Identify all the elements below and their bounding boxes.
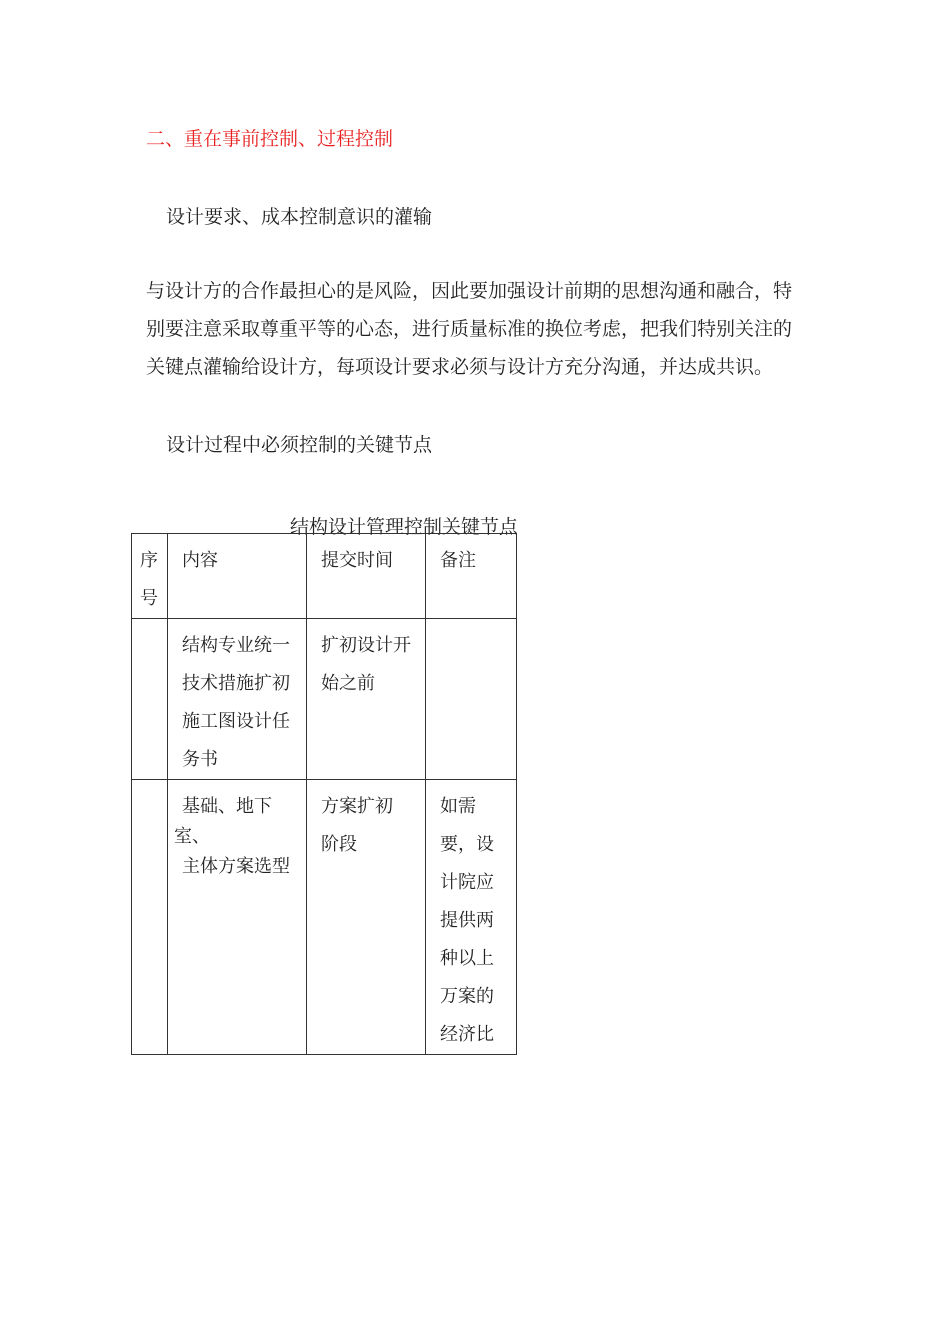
header-remark — [426, 534, 517, 619]
remark-line: 要，设 — [440, 834, 494, 855]
remark-line: 经济比 — [440, 1024, 494, 1045]
table-row — [132, 780, 517, 1055]
header-submit-time — [307, 534, 426, 619]
cell-content — [168, 619, 307, 780]
paragraph-line: 关键点灌输给设计方，每项设计要求必须与设计方充分沟通，并达成共识。 — [146, 356, 774, 378]
header-content — [168, 534, 307, 619]
header-seq-line: 号 — [140, 588, 158, 609]
cell-remark — [426, 619, 517, 780]
remark-line: 计院应 — [440, 872, 494, 893]
cell-content — [168, 780, 307, 1055]
paragraph-line: 与设计方的合作最担心的是风险，因此要加强设计前期的思想沟通和融合，特 — [146, 280, 793, 302]
subheading-design-requirements: 设计要求、成本控制意识的灌输 — [166, 206, 433, 228]
table-row — [132, 619, 517, 780]
section-heading: 二、重在事前控制、过程控制 — [146, 128, 394, 150]
body-paragraph — [146, 272, 806, 386]
header-submit-time-label: 提交时间 — [321, 550, 393, 571]
content-line: 室、 — [174, 826, 210, 847]
remark-line: 种以上 — [440, 948, 494, 969]
submit-line: 方案扩初 — [321, 796, 393, 817]
content-line: 主体方案选型 — [182, 856, 290, 877]
header-seq — [132, 534, 168, 619]
submit-line: 始之前 — [321, 673, 375, 694]
cell-seq — [132, 619, 168, 780]
submit-line: 阶段 — [321, 834, 357, 855]
remark-line: 如需 — [440, 796, 476, 817]
content-line: 结构专业统一 — [182, 635, 290, 656]
header-seq-line: 序 — [140, 550, 158, 571]
content-line: 务书 — [182, 749, 218, 770]
key-nodes-table — [131, 533, 517, 1055]
cell-submit-time — [307, 780, 426, 1055]
table-caption: 结构设计管理控制关键节点 — [290, 516, 519, 538]
remark-line: 万案的 — [440, 986, 494, 1007]
cell-remark — [426, 780, 517, 1055]
paragraph-line: 别要注意采取尊重平等的心态，进行质量标准的换位考虑，把我们特别关注的 — [146, 318, 793, 340]
content-line: 施工图设计任 — [182, 711, 290, 732]
cell-seq — [132, 780, 168, 1055]
header-remark-label: 备注 — [440, 550, 476, 571]
content-line: 技术措施扩初 — [182, 673, 290, 694]
subheading-key-nodes: 设计过程中必须控制的关键节点 — [166, 434, 433, 456]
header-content-label: 内容 — [182, 550, 218, 571]
remark-line: 提供两 — [440, 910, 494, 931]
content-line: 基础、地下 — [182, 796, 272, 817]
table-header-row — [132, 534, 517, 619]
submit-line: 扩初设计开 — [321, 635, 411, 656]
cell-submit-time — [307, 619, 426, 780]
